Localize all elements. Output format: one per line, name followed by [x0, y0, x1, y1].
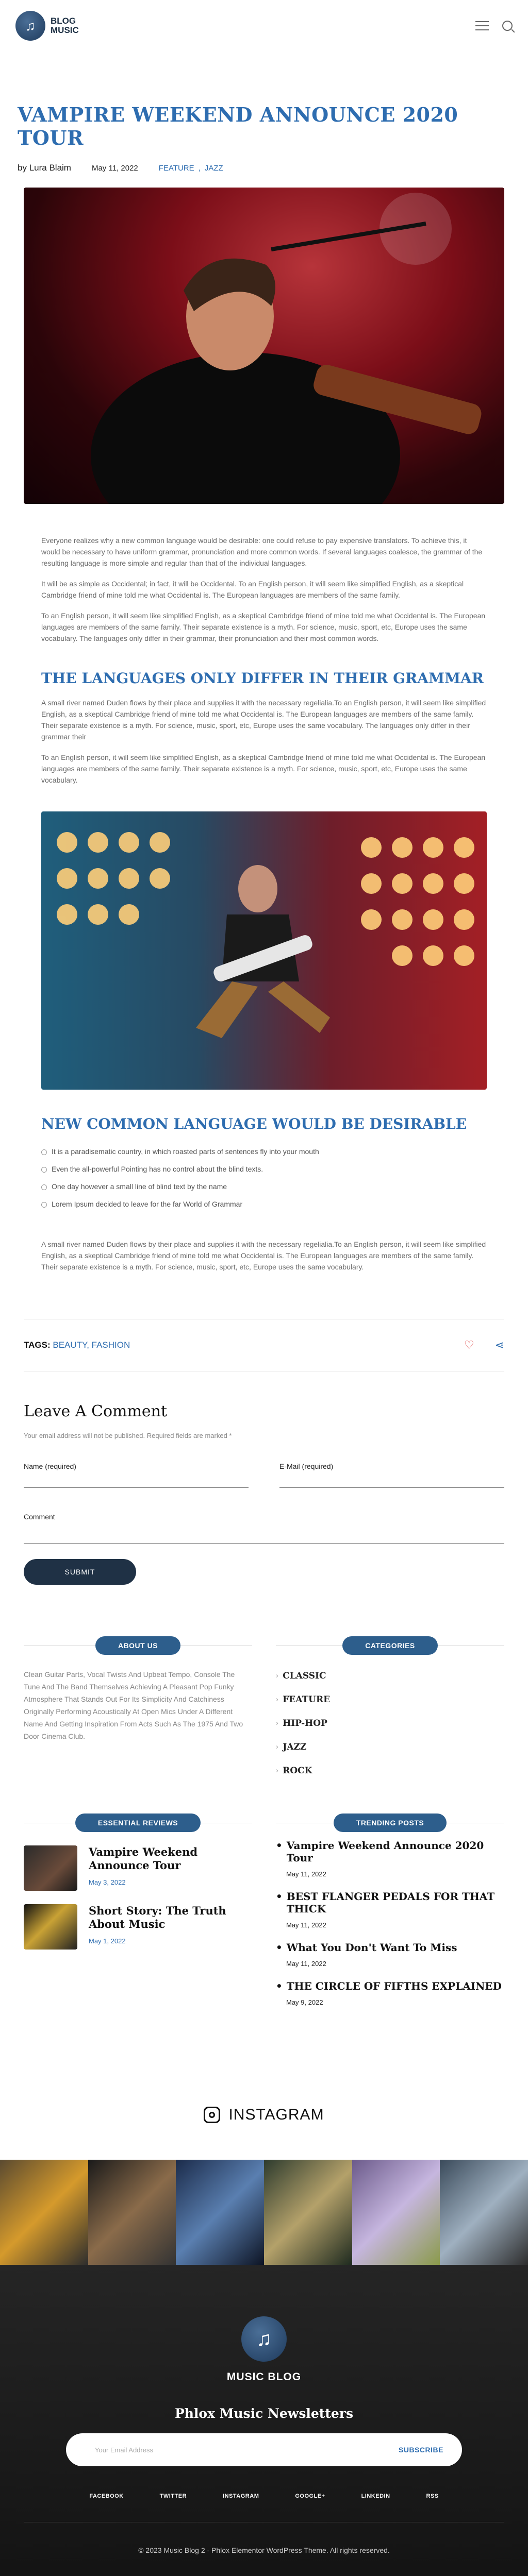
tag-link-fashion[interactable]: FASHION [91, 1340, 130, 1350]
instagram-photo[interactable] [352, 2160, 440, 2265]
post-header [0, 52, 528, 173]
footer-brand: MUSIC BLOG [226, 2371, 302, 2383]
share-icon[interactable]: ⋖ [494, 1338, 504, 1351]
name-label: Name (required) [24, 1462, 76, 1470]
social-link-facebook[interactable]: FACEBOOK [89, 2493, 124, 2499]
trending-item[interactable] [276, 1839, 504, 1878]
widget-title-label: CATEGORIES [342, 1636, 438, 1655]
comment-fields [24, 1462, 504, 1488]
category-item[interactable] [276, 1688, 504, 1711]
paragraph: A small river named Duden flows by their place and supplies it with the necessary regelialia.To an English person, it will seem like simplified English, as a skeptical Cambridge friend of mine told me what Occidental is. The European languages are members of the same family. Their separate existence is a myth. For science, music, sport, etc, Europe uses the same vocabulary. The languages only differ in their grammar their [41, 699, 486, 741]
tags-label: TAGS: [24, 1340, 51, 1350]
review-date: May 3, 2022 [89, 1878, 126, 1886]
heart-icon[interactable]: ♡ [464, 1338, 474, 1351]
trending-title[interactable]: BEST FLANGER PEDALS FOR THAT THICK [286, 1890, 495, 1915]
paragraph: To an English person, it will seem like simplified English, as a skeptical Cambridge friend of mine told me what Occidental is. The European languages are members of the same family. Their separate existence is a myth. For science, music, sport, etc, Europe uses the same vocabulary. [41, 753, 486, 784]
post-title: VAMPIRE WEEKEND ANNOUNCE 2020 TOUR [18, 103, 458, 149]
instagram-photo[interactable] [88, 2160, 176, 2265]
tags-row [24, 1319, 504, 1371]
widget-title [276, 1814, 504, 1832]
social-link-twitter[interactable]: TWITTER [159, 2493, 187, 2499]
comment-textarea[interactable] [24, 1521, 504, 1544]
category-label: JAZZ [283, 1742, 307, 1752]
hero-image [24, 188, 504, 504]
chevron-right-icon: › [276, 1719, 279, 1727]
music-note-icon[interactable]: ♫ [241, 2316, 287, 2362]
trending-item[interactable] [276, 1890, 504, 1929]
trending-date: May 11, 2022 [286, 1870, 326, 1878]
subscribe-button[interactable]: SUBSCRIBE [399, 2446, 443, 2454]
instagram-icon [204, 2107, 220, 2123]
review-date: May 1, 2022 [89, 1937, 126, 1945]
category-label: CLASSIC [283, 1671, 326, 1681]
widget-title [276, 1636, 504, 1655]
post-tags [24, 1340, 130, 1350]
list-item: Even the all-powerful Pointing has no control about the blind texts. [41, 1160, 487, 1178]
list-item: Lorem Ipsum decided to leave for the far World of Grammar [41, 1195, 487, 1213]
instagram-feed [0, 2160, 528, 2265]
chevron-right-icon: › [276, 1767, 279, 1775]
chevron-right-icon: › [276, 1672, 279, 1680]
post-actions [464, 1338, 504, 1352]
comment-field[interactable] [24, 1513, 504, 1544]
post-author [18, 163, 71, 173]
bullet-icon: • [276, 1890, 283, 1903]
review-item[interactable] [24, 1845, 252, 1891]
widget-title [24, 1636, 252, 1655]
comment-form [24, 1402, 504, 1585]
chevron-right-icon: › [276, 1696, 279, 1704]
category-separator: , [198, 163, 201, 173]
music-note-icon: ♫ [15, 11, 45, 41]
social-link-rss[interactable]: RSS [426, 2493, 439, 2499]
trending-date: May 11, 2022 [286, 1960, 326, 1968]
review-title[interactable]: Short Story: The Truth About Music [89, 1904, 226, 1930]
post-meta [18, 163, 510, 173]
brand-name: BLOG MUSIC [51, 16, 79, 35]
section-heading: THE LANGUAGES ONLY DIFFER IN THEIR GRAMMAR [41, 670, 484, 687]
email-input[interactable] [279, 1470, 504, 1488]
author-link[interactable]: Lura Blaim [29, 163, 71, 173]
newsletter-email-input[interactable]: Your Email Address [95, 2446, 153, 2454]
reviews-widget [24, 1814, 252, 2019]
submit-button[interactable]: SUBMIT [24, 1559, 136, 1585]
author-prefix: by [18, 163, 27, 173]
widget-title [24, 1814, 252, 1832]
trending-date: May 9, 2022 [286, 1998, 323, 2006]
post-bullet-list [41, 1143, 487, 1213]
post-date: May 11, 2022 [91, 163, 138, 173]
section-heading: NEW COMMON LANGUAGE WOULD BE DESIRABLE [41, 1115, 467, 1132]
trending-item[interactable] [276, 1941, 504, 1968]
newsletter-title: Phlox Music Newsletters [174, 2406, 354, 2421]
review-thumbnail[interactable] [24, 1845, 77, 1891]
tag-separator: , [87, 1340, 92, 1350]
post-intro [41, 535, 487, 644]
trending-title[interactable]: What You Don't Want To Miss [286, 1941, 457, 1954]
list-item: One day however a small line of blind text by the name [41, 1178, 487, 1195]
category-list [276, 1664, 504, 1783]
brand-logo[interactable] [15, 11, 87, 41]
trending-title[interactable]: THE CIRCLE OF FIFTHS EXPLAINED [286, 1980, 502, 1992]
instagram-title: INSTAGRAM [228, 2106, 324, 2123]
review-title[interactable]: Vampire Weekend Announce Tour [89, 1845, 198, 1872]
category-item[interactable] [276, 1759, 504, 1783]
post-end [41, 1239, 487, 1273]
category-item[interactable] [276, 1711, 504, 1735]
category-label: ROCK [283, 1766, 312, 1776]
comment-title: Leave A Comment [24, 1402, 168, 1420]
list-item: It is a paradisematic country, in which roasted parts of sentences fly into your mouth [41, 1143, 487, 1160]
chevron-right-icon: › [276, 1743, 279, 1751]
category-item[interactable] [276, 1664, 504, 1688]
category-item[interactable] [276, 1735, 504, 1759]
copyright: © 2023 Music Blog 2 - Phlox Elementor WordPress Theme. All rights reserved. [138, 2546, 390, 2554]
social-link-linkedin[interactable]: LINKEDIN [361, 2493, 390, 2499]
widget-title-label: ESSENTIAL REVIEWS [75, 1814, 201, 1832]
paragraph: Everyone realizes why a new common language would be desirable: one could refuse to pay expensive translators. To achieve this, it would be necessary to have uniform grammar, pronunciation and more common words. If several languages coalesce, the grammar of the resulting language is more simple and regular than that of the individual languages. [41, 536, 483, 567]
menu-icon[interactable] [475, 21, 489, 30]
social-link-instagram[interactable]: INSTAGRAM [223, 2493, 259, 2499]
trending-date: May 11, 2022 [286, 1921, 326, 1929]
guitarist-illustration [24, 188, 504, 504]
search-icon[interactable] [502, 21, 513, 31]
email-label: E-Mail (required) [279, 1462, 334, 1470]
about-widget [24, 1636, 252, 1783]
trending-item[interactable] [276, 1980, 504, 2006]
category-link-jazz[interactable]: JAZZ [204, 163, 223, 173]
paragraph: To an English person, it will seem like simplified English, as a skeptical Cambridge friend of mine told me what Occidental is. The European languages are members of the same family. Their separate existence is a myth. For science, music, sport, etc, Europe uses the same vocabulary. The languages only differ in their grammar, their pronunciation and their most common words. [41, 612, 486, 642]
name-field[interactable] [24, 1462, 249, 1488]
paragraph: It will be as simple as Occidental; in fact, it will be Occidental. To an English person, it will seem like simplified English, as a skeptical Cambridge friend of mine told me what Occidental is. The European languages are members of the same family. [41, 580, 464, 599]
post-mid [41, 697, 487, 786]
categories-widget [276, 1636, 504, 1783]
review-thumbnail[interactable] [24, 1904, 77, 1950]
about-text: Clean Guitar Parts, Vocal Twists And Upbeat Tempo, Console The Tune And The Band Themselves Achieving A Pleasant Pop Funky Atmosphere That Stands Out For Its Simplicity And Catchiness Originally Performing Acoustically At Open Mics Under A Different Name And Getting Inspiration From Acts Such As The 1975 And Two Door Cinema Club. [24, 1670, 243, 1740]
concert-image [41, 811, 487, 1090]
trending-title[interactable]: Vampire Weekend Announce 2020 Tour [286, 1839, 484, 1864]
header-tools [475, 21, 513, 31]
site-footer [0, 2265, 528, 2576]
instagram-heading [0, 2106, 528, 2124]
comment-note: Your email address will not be published. Required fields are marked * [24, 1432, 232, 1439]
category-label: FEATURE [283, 1694, 331, 1705]
widget-title-label: TRENDING POSTS [334, 1814, 447, 1832]
email-field[interactable] [279, 1462, 504, 1488]
instagram-photo[interactable] [440, 2160, 528, 2265]
sidebar-widgets [24, 1636, 504, 2019]
social-link-googleplus[interactable]: GOOGLE+ [295, 2493, 325, 2499]
instagram-photo[interactable] [0, 2160, 88, 2265]
bullet-icon: • [276, 1980, 283, 1992]
instagram-photo[interactable] [264, 2160, 352, 2265]
post-categories [159, 164, 223, 173]
category-link-feature[interactable]: FEATURE [158, 163, 194, 173]
social-links [0, 2493, 528, 2499]
bullet-icon: • [276, 1941, 283, 1954]
tag-link-beauty[interactable]: BEAUTY [53, 1340, 87, 1350]
trending-list [276, 1839, 504, 2006]
widget-title-label: ABOUT US [95, 1636, 180, 1655]
category-label: HIP-HOP [283, 1718, 327, 1728]
newsletter-form [66, 2433, 462, 2466]
name-input[interactable] [24, 1470, 249, 1488]
stage-lights-illustration [41, 811, 487, 1090]
paragraph: A small river named Duden flows by their place and supplies it with the necessary regelialia.To an English person, it will seem like simplified English, as a skeptical Cambridge friend of mine told me what Occidental is. The European languages are members of the same family. Their separate existence is a myth. For science, music, sport, etc, Europe uses the same vocabulary. [41, 1240, 486, 1271]
review-item[interactable] [24, 1904, 252, 1950]
bullet-icon: • [276, 1839, 283, 1852]
comment-label: Comment [24, 1513, 55, 1521]
site-header [0, 0, 528, 52]
instagram-photo[interactable] [176, 2160, 264, 2265]
trending-widget [276, 1814, 504, 2019]
